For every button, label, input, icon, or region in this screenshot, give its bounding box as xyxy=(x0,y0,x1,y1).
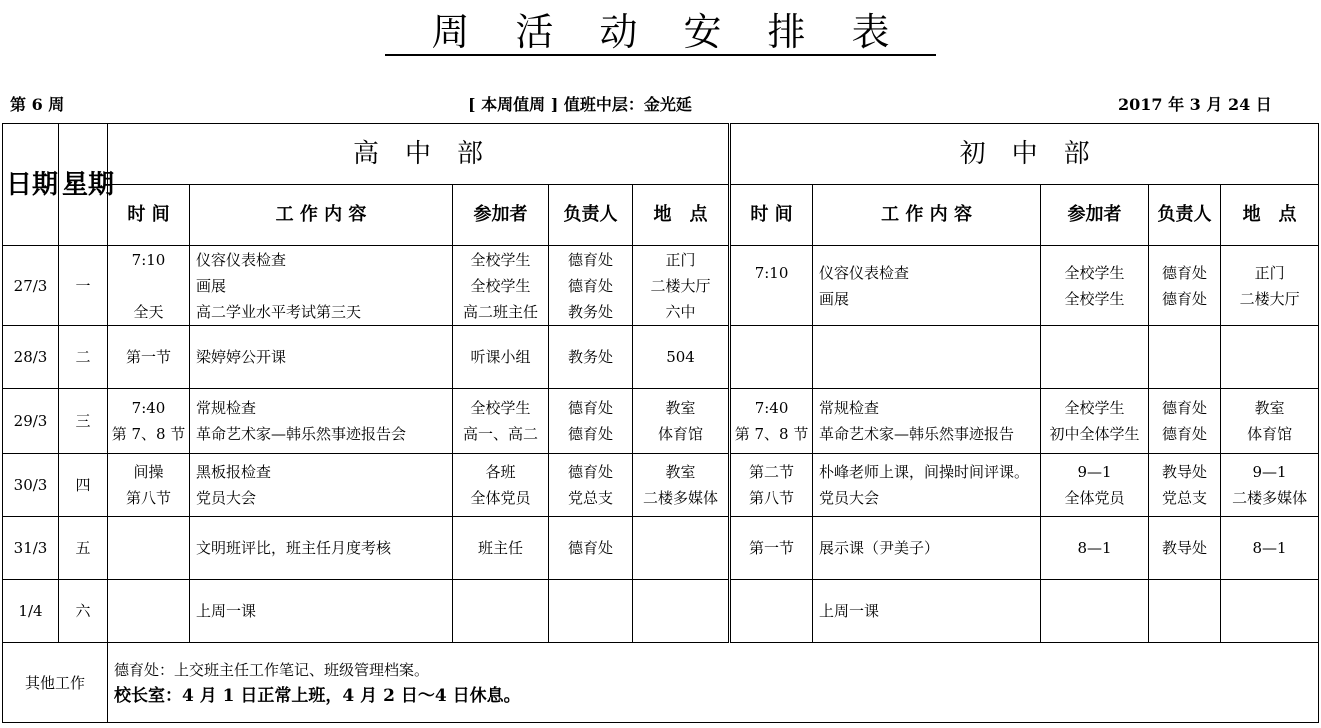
header-content: 工 作 内 容 xyxy=(190,185,453,246)
header-senior-dept: 高 中 部 xyxy=(108,124,730,185)
header-place: 地 点 xyxy=(1221,185,1319,246)
other-work-notes xyxy=(108,643,1319,723)
cell-junior-owner xyxy=(1149,454,1221,517)
cell-senior-content xyxy=(190,454,453,517)
schedule-row xyxy=(3,580,1319,643)
cell-junior-content xyxy=(813,246,1041,326)
cell-line: 朴峰老师上课，间操时间评课。 xyxy=(819,463,1030,481)
cell-junior-content xyxy=(813,454,1041,517)
cell-line: 德育处 xyxy=(567,463,613,481)
cell-senior-content xyxy=(190,389,453,454)
cell-line: 504 xyxy=(666,348,695,366)
cell-line: 二楼大厅 xyxy=(650,276,711,295)
cell-senior-place xyxy=(633,580,730,643)
cell-date: 27/3 xyxy=(3,246,59,326)
cell-line: 全校学生 xyxy=(1064,263,1125,282)
cell-line: 展示课（尹美子） xyxy=(819,539,940,557)
header-date: 日期 xyxy=(3,124,59,246)
cell-line: 初中全体学生 xyxy=(1049,425,1140,443)
header-owner: 负责人 xyxy=(1149,185,1221,246)
cell-junior-owner xyxy=(1149,389,1221,454)
cell-line: 德育处 xyxy=(1162,263,1208,282)
cell-line: 教导处 xyxy=(1162,463,1208,481)
cell-senior-content xyxy=(190,326,453,389)
cell-junior-participants xyxy=(1041,517,1149,580)
cell-line: 德育处 xyxy=(1162,399,1208,417)
cell-line: 第 7、8 节 xyxy=(111,425,186,443)
issue-date: 2017 年 3 月 24 日 xyxy=(1118,95,1272,114)
cell-line: 教室 xyxy=(665,399,696,417)
cell-senior-owner xyxy=(549,580,633,643)
cell-line: 全校学生 xyxy=(1064,289,1125,308)
cell-line: 7:40 xyxy=(754,399,789,417)
cell-line: 德育处 xyxy=(567,539,613,557)
cell-senior-time xyxy=(108,517,190,580)
header-weekday: 星期 xyxy=(59,124,108,246)
cell-line: 仪容仪表检查 xyxy=(196,250,287,269)
cell-senior-participants xyxy=(453,389,549,454)
cell-senior-owner xyxy=(549,326,633,389)
cell-line: 体育馆 xyxy=(658,425,704,443)
cell-date: 30/3 xyxy=(3,454,59,517)
cell-line: 常规检查 xyxy=(819,399,880,417)
cell-line: 教室 xyxy=(665,463,696,481)
cell-line: 常规检查 xyxy=(196,399,257,417)
cell-senior-time xyxy=(108,389,190,454)
cell-line: 听课小组 xyxy=(470,348,531,366)
cell-line: 党员大会 xyxy=(196,489,257,507)
cell-junior-participants xyxy=(1041,326,1149,389)
cell-junior-participants xyxy=(1041,580,1149,643)
cell-line: 德育处 xyxy=(567,399,613,417)
header-owner: 负责人 xyxy=(549,185,633,246)
cell-line: 二楼多媒体 xyxy=(1232,489,1308,507)
cell-line: 全校学生 xyxy=(1064,399,1125,417)
cell-junior-time xyxy=(730,326,813,389)
cell-line: 六中 xyxy=(665,302,696,321)
cell-line: 革命艺术家—韩乐然事迹报告 xyxy=(819,425,1015,443)
cell-line: 7:40 xyxy=(131,399,166,417)
cell-weekday: 三 xyxy=(59,389,108,454)
cell-line: 全体党员 xyxy=(470,489,531,507)
header-time: 时 间 xyxy=(108,185,190,246)
cell-senior-place xyxy=(633,246,730,326)
cell-line: 全体党员 xyxy=(1064,489,1125,507)
cell-date: 1/4 xyxy=(3,580,59,643)
cell-line: 党总支 xyxy=(567,489,613,507)
cell-junior-content xyxy=(813,326,1041,389)
cell-line: 党员大会 xyxy=(819,489,880,507)
cell-line: 教务处 xyxy=(567,302,613,321)
header-time: 时 间 xyxy=(730,185,813,246)
cell-date: 28/3 xyxy=(3,326,59,389)
cell-senior-time xyxy=(108,246,190,326)
cell-line: 间操 xyxy=(133,463,164,481)
cell-junior-place xyxy=(1221,580,1319,643)
cell-line: 正门 xyxy=(665,250,696,269)
cell-date: 31/3 xyxy=(3,517,59,580)
cell-line: 班主任 xyxy=(477,539,523,557)
cell-senior-content xyxy=(190,246,453,326)
cell-line: 8—1 xyxy=(1252,539,1287,557)
cell-line: 文明班评比，班主任月度考核 xyxy=(196,539,392,557)
cell-line: 德育处 xyxy=(567,250,613,269)
cell-weekday: 二 xyxy=(59,326,108,389)
cell-line: 全校学生 xyxy=(470,250,531,269)
header-content: 工 作 内 容 xyxy=(813,185,1041,246)
cell-line: 全校学生 xyxy=(470,399,531,417)
cell-senior-participants xyxy=(453,517,549,580)
cell-line: 教导处 xyxy=(1162,539,1208,557)
cell-junior-content xyxy=(813,580,1041,643)
cell-line: 黑板报检查 xyxy=(196,463,272,481)
cell-junior-place xyxy=(1221,326,1319,389)
cell-line: 各班 xyxy=(485,463,516,481)
cell-line: 画展 xyxy=(819,289,850,308)
cell-line: 上周一课 xyxy=(196,602,257,620)
cell-line: 高一、高二 xyxy=(462,425,538,443)
cell-line: 第一节 xyxy=(125,348,171,366)
cell-line: 8—1 xyxy=(1077,539,1112,557)
cell-line: 德育处 xyxy=(1162,289,1208,308)
duty-officer: [ 本周值周 ] 值班中层：金光延 xyxy=(468,95,692,114)
schedule-row xyxy=(3,517,1319,580)
header-participants: 参加者 xyxy=(1041,185,1149,246)
schedule-row xyxy=(3,326,1319,389)
cell-line: 仪容仪表检查 xyxy=(819,263,910,282)
cell-senior-owner xyxy=(549,389,633,454)
other-note-line: 校长室：4 月 1 日正常上班，4 月 2 日～4 日休息。 xyxy=(114,685,521,706)
cell-line: 德育处 xyxy=(567,425,613,443)
cell-line: 7:10 xyxy=(131,250,166,269)
cell-line: 高二学业水平考试第三天 xyxy=(196,302,362,321)
cell-junior-time xyxy=(730,517,813,580)
cell-line: 正门 xyxy=(1254,263,1285,282)
cell-line: 9—1 xyxy=(1077,463,1112,481)
cell-senior-owner xyxy=(549,246,633,326)
cell-junior-place xyxy=(1221,517,1319,580)
header-place: 地 点 xyxy=(633,185,730,246)
cell-junior-place xyxy=(1221,389,1319,454)
cell-weekday: 五 xyxy=(59,517,108,580)
cell-line: 梁婷婷公开课 xyxy=(196,348,287,366)
cell-line: 全校学生 xyxy=(470,276,531,295)
cell-junior-place xyxy=(1221,246,1319,326)
cell-line xyxy=(111,273,186,299)
cell-line: 德育处 xyxy=(567,276,613,295)
schedule-row xyxy=(3,389,1319,454)
header-participants: 参加者 xyxy=(453,185,549,246)
cell-line: 教室 xyxy=(1254,399,1285,417)
cell-senior-participants xyxy=(453,246,549,326)
cell-senior-owner xyxy=(549,454,633,517)
schedule-row xyxy=(3,246,1319,326)
cell-junior-owner xyxy=(1149,246,1221,326)
cell-line: 第八节 xyxy=(749,489,795,507)
cell-line: 革命艺术家—韩乐然事迹报告会 xyxy=(196,425,407,443)
cell-line: 9—1 xyxy=(1252,463,1287,481)
cell-junior-time xyxy=(730,454,813,517)
page-title: 周活动安排表 xyxy=(0,10,1321,56)
cell-line: 体育馆 xyxy=(1247,425,1293,443)
cell-weekday: 六 xyxy=(59,580,108,643)
week-number: 第 6 周 xyxy=(10,95,65,114)
cell-line: 全天 xyxy=(133,302,164,321)
cell-senior-content xyxy=(190,580,453,643)
cell-junior-participants xyxy=(1041,246,1149,326)
other-work-label: 其他工作 xyxy=(3,643,108,723)
cell-junior-time xyxy=(730,580,813,643)
cell-senior-time xyxy=(108,326,190,389)
cell-line: 7:10 xyxy=(754,263,789,282)
cell-line: 德育处 xyxy=(1162,425,1208,443)
cell-senior-place xyxy=(633,517,730,580)
other-work-row xyxy=(3,643,1319,723)
cell-junior-owner xyxy=(1149,517,1221,580)
cell-line: 二楼大厅 xyxy=(1239,289,1300,308)
cell-junior-owner xyxy=(1149,326,1221,389)
cell-senior-place xyxy=(633,389,730,454)
cell-line: 党总支 xyxy=(1162,489,1208,507)
schedule-table xyxy=(2,123,1319,723)
cell-line: 教务处 xyxy=(567,348,613,366)
cell-weekday: 一 xyxy=(59,246,108,326)
cell-junior-time xyxy=(730,246,813,326)
cell-junior-content xyxy=(813,389,1041,454)
cell-line: 二楼多媒体 xyxy=(643,489,719,507)
cell-line: 画展 xyxy=(196,276,227,295)
cell-senior-content xyxy=(190,517,453,580)
cell-senior-participants xyxy=(453,454,549,517)
cell-junior-participants xyxy=(1041,389,1149,454)
cell-senior-time xyxy=(108,454,190,517)
cell-line: 第二节 xyxy=(749,463,795,481)
header-junior-dept: 初 中 部 xyxy=(730,124,1319,185)
cell-junior-participants xyxy=(1041,454,1149,517)
cell-junior-place xyxy=(1221,454,1319,517)
cell-date: 29/3 xyxy=(3,389,59,454)
cell-line: 第 7、8 节 xyxy=(734,425,809,443)
cell-line: 高二班主任 xyxy=(462,302,538,321)
cell-line: 第八节 xyxy=(125,489,171,507)
cell-senior-place xyxy=(633,326,730,389)
cell-senior-owner xyxy=(549,517,633,580)
cell-senior-place xyxy=(633,454,730,517)
cell-senior-participants xyxy=(453,326,549,389)
cell-line xyxy=(734,286,809,312)
cell-weekday: 四 xyxy=(59,454,108,517)
other-note-line: 德育处：上交班主任工作笔记、班级管理档案。 xyxy=(114,660,430,679)
cell-junior-owner xyxy=(1149,580,1221,643)
cell-senior-time xyxy=(108,580,190,643)
cell-senior-participants xyxy=(453,580,549,643)
cell-junior-time xyxy=(730,389,813,454)
cell-line: 第一节 xyxy=(749,539,795,557)
cell-line: 上周一课 xyxy=(819,602,880,620)
cell-junior-content xyxy=(813,517,1041,580)
schedule-row xyxy=(3,454,1319,517)
